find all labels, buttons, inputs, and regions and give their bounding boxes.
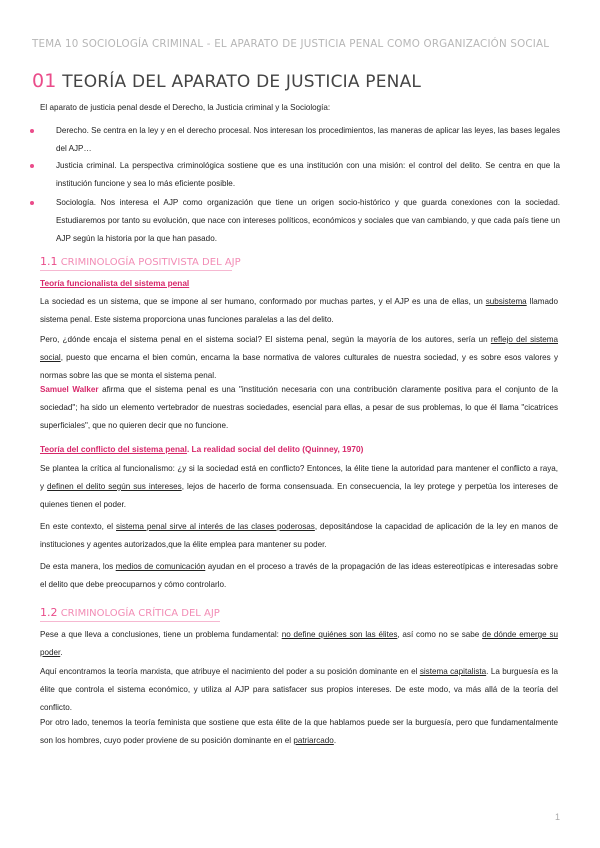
subsection-underline [40,270,232,271]
paragraph-walker: Samuel Walker afirma que el sistema penal es una "institución necesaria con una contribución claramente positiva para el conjunto de la sociedad"; ha sido un elemento vertebrador de nuestras sociedades, esencial para ellas, a pesar de sus problemas, lo que él llama "cicatrices superficiales", que no quieren decir que no funcione. [40,385,558,430]
subsection-title-1-1: 1.1 CRIMINOLOGÍA POSITIVISTA DEL AJP [40,255,241,268]
paragraph-marxista: Aquí encontramos la teoría marxista, que atribuye el nacimiento del poder a su posición dominante en el sistema capitalista. La burguesía es la élite que controla el sistema económico, y utiliza al AJP para satisfacer sus propios intereses. De este modo, va más allá de la teoría del conflicto. [40,667,558,712]
section-title-01 [32,70,421,92]
paragraph-contexto: En este contexto, el sistema penal sirve al interés de las clases poderosas, depositándose la capacidad de aplicación de la ley en manos de instituciones y agentes autorizados,que la élite emplea para mantener su poder. [40,522,558,549]
subsection-title-1-2: 1.2 CRIMINOLOGÍA CRÍTICA DEL AJP [40,606,220,619]
bullet-dot-icon [30,129,34,133]
paragraph-medios: De esta manera, los medios de comunicación ayudan en el proceso a través de la propagación de las ideas estereotípicas e interesadas sobre el delito que debe preocuparnos y cómo controlarlo. [40,562,558,589]
section-title-text: TEORÍA DEL APARATO DE JUSTICIA PENAL [62,72,422,92]
paragraph-encaja: Pero, ¿dónde encaja el sistema penal en el sistema social? El sistema penal, según la mayoría de los autores, sería un reflejo del sistema social, puesto que encarna el bien común, encarna la base normativa de valores culturales de nuestra sociedad, y es sobre esos valores y normas sobre las que se monta el sistema penal. [40,335,558,380]
section-number: 01 [32,70,57,92]
heading-teoria-funcionalista: Teoría funcionalista del sistema penal [40,278,190,288]
page-number: 1 [554,812,560,822]
bullet-item-justicia: Justicia criminal. La perspectiva criminológica sostiene que es una institución con una misión: el control del delito. Se centra en que la institución funcione y sea lo más eficiente posible. [30,157,560,193]
heading-teoria-conflicto: Teoría del conflicto del sistema penal. La realidad social del delito (Quinney, 1970) [40,444,364,454]
subsection-underline [40,621,220,622]
bullet-dot-icon [30,164,34,168]
page-header: TEMA 10 SOCIOLOGÍA CRIMINAL - EL APARATO DE JUSTICIA PENAL COMO ORGANIZACIÓN SOCIAL [32,38,550,50]
bullet-item-derecho: Derecho. Se centra en la ley y en el derecho procesal. Nos interesan los procedimientos, las maneras de aplicar las leyes, las bases legales del AJP… [30,122,560,158]
bullet-dot-icon [30,201,34,205]
paragraph-sistema: La sociedad es un sistema, que se impone al ser humano, conformado por muchas partes, y el AJP es una de ellas, un subsistema llamado sistema penal. Este sistema proporciona unas funciones paralelas a las del delito. [40,297,558,324]
bullet-item-sociologia: Sociología. Nos interesa el AJP como organización que tiene un origen socio-histórico y que guarda conexiones con la sociedad. Estudiaremos por tanto su evolución, que nace con intereses políticos, económicos y sociales que van cambiando, y que cada país tiene un AJP según la historia por la que han pasado. [30,194,560,248]
paragraph-critica-funcionalismo: Se plantea la crítica al funcionalismo: ¿y si la sociedad está en conflicto? Entonces, la élite tiene la autoridad para mantener el conflicto a raya, y definen el delito según sus intereses, lejos de hacerlo de forma consensuada. En consecuencia, la ley protege y perpetúa los intereses de quienes tienen el poder. [40,464,559,509]
intro-paragraph: El aparato de justicia penal desde el Derecho, la Justicia criminal y la Sociología: [40,103,331,112]
paragraph-feminista: Por otro lado, tenemos la teoría feminista que sostiene que esta élite de la que hablamos puede ser la burguesía, pero que fundamentalmente son los hombres, cuyo poder proviene de su posición dominante en el patriarcado. [40,718,558,745]
paragraph-pese: Pese a que lleva a conclusiones, tiene un problema fundamental: no define quiénes son las élites, así como no se sabe de dónde emerge su poder. [40,630,558,657]
